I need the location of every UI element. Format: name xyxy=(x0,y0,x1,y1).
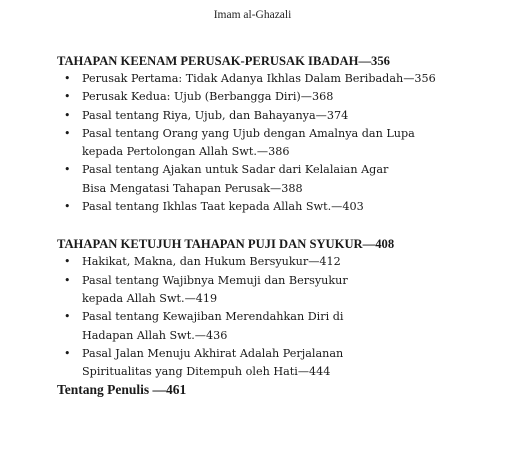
bullet-icon: • xyxy=(64,163,71,177)
toc-entry-text: Pasal tentang Wajibnya Memuji dan Bersyukur xyxy=(82,273,348,287)
toc-entry-text: Perusak Pertama: Tidak Adanya Ikhlas Dalam Beribadah—356 xyxy=(82,72,436,85)
bullet-icon: • xyxy=(64,90,71,104)
bullet-icon: • xyxy=(64,255,71,269)
toc-entry xyxy=(57,345,497,382)
running-header: Imam al-Ghazali xyxy=(213,9,292,21)
toc-entry-text: Perusak Kedua: Ujub (Berbangga Diri)—368 xyxy=(82,90,334,104)
bullet-icon: • xyxy=(64,108,71,122)
toc-entry xyxy=(57,198,497,216)
author-entry: Tentang Penulis —461 xyxy=(57,382,187,398)
toc-entry-text: Pasal tentang Kewajiban Merendahkan Diri di xyxy=(82,310,344,324)
toc-entry xyxy=(57,70,497,88)
bullet-icon: • xyxy=(64,200,71,214)
bullet-icon: • xyxy=(64,72,71,85)
toc-entry-text-continued: kepada Pertolongan Allah Swt.—386 xyxy=(82,145,290,159)
toc-entry xyxy=(57,253,497,271)
bullet-icon: • xyxy=(64,310,71,324)
toc-entry-text-continued: kepada Allah Swt.—419 xyxy=(82,291,218,305)
toc-entry xyxy=(57,308,497,345)
toc-entry-text: Pasal tentang Orang yang Ujub dengan Amalnya dan Lupa xyxy=(82,126,415,140)
bullet-icon: • xyxy=(64,126,71,140)
toc-entry xyxy=(57,107,497,125)
toc-entry xyxy=(57,125,497,162)
toc-entry-text: Pasal tentang Ikhlas Taat kepada Allah Swt.—403 xyxy=(82,200,364,214)
toc-entry-text: Pasal tentang Riya, Ujub, dan Bahayanya—374 xyxy=(82,108,349,122)
toc-entry xyxy=(57,161,497,198)
bullet-icon: • xyxy=(64,346,71,360)
toc-entry xyxy=(57,272,497,309)
toc-entry-text: Hakikat, Makna, dan Hukum Bersyukur—412 xyxy=(82,255,341,269)
toc-entry-text: Pasal tentang Ajakan untuk Sadar dari Kelalaian Agar xyxy=(82,163,389,177)
table-of-contents xyxy=(57,52,497,399)
section-7-list xyxy=(57,253,497,381)
toc-entry-text-continued: Bisa Mengatasi Tahapan Perusak—388 xyxy=(82,181,303,195)
toc-entry-text: Pasal Jalan Menuju Akhirat Adalah Perjalanan xyxy=(82,346,344,360)
section-title-6: TAHAPAN KEENAM PERUSAK-PERUSAK IBADAH—356 xyxy=(57,54,390,68)
toc-entry-text-continued: Spiritualitas yang Ditempuh oleh Hati—444 xyxy=(82,365,331,379)
bullet-icon: • xyxy=(64,273,71,287)
section-6-list xyxy=(57,70,497,216)
section-title-7: TAHAPAN KETUJUH TAHAPAN PUJI DAN SYUKUR—408 xyxy=(57,237,395,252)
toc-entry-text-continued: Hadapan Allah Swt.—436 xyxy=(82,328,228,342)
toc-entry xyxy=(57,88,497,106)
